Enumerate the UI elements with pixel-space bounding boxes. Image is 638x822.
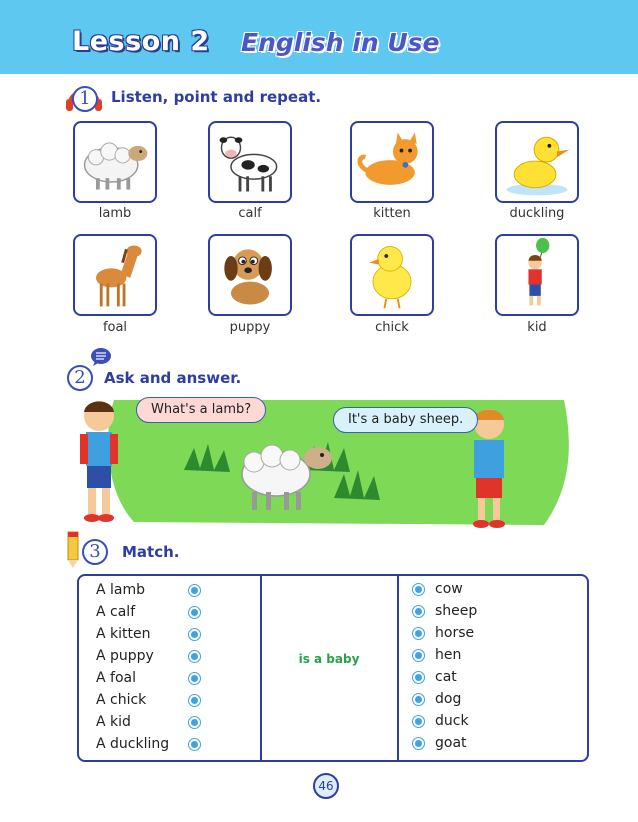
match-right-item: hen <box>435 647 462 663</box>
kitten-picture <box>352 123 432 201</box>
match-middle-text: is a baby <box>298 652 360 666</box>
match-left-dot[interactable] <box>189 717 200 728</box>
answer-bubble: It's a baby sheep. <box>333 407 478 433</box>
match-left-dot[interactable] <box>189 673 200 684</box>
match-left-item: A chick <box>96 692 147 708</box>
match-left-item: A calf <box>96 604 136 620</box>
match-right-item: sheep <box>435 603 478 619</box>
match-right-dot[interactable] <box>413 738 424 749</box>
match-right-dot[interactable] <box>413 584 424 595</box>
card-calf[interactable] <box>208 121 292 203</box>
section-1-title: Listen, point and repeat. <box>111 88 322 106</box>
lesson-number: Lesson 2 <box>72 26 210 57</box>
match-left-item: A puppy <box>96 648 154 664</box>
card-label-chick: chick <box>375 320 409 335</box>
card-foal[interactable] <box>73 234 157 316</box>
kid-picture <box>497 236 577 314</box>
match-left-item: A foal <box>96 670 136 686</box>
section-2-title: Ask and answer. <box>104 369 242 387</box>
card-label-calf: calf <box>238 206 262 221</box>
lesson-title: English in Use <box>241 28 440 57</box>
card-label-kid: kid <box>527 320 547 335</box>
card-label-duckling: duckling <box>509 206 565 221</box>
pencil-icon <box>63 530 83 570</box>
match-left-item: A duckling <box>96 736 170 752</box>
boy-illustration <box>74 392 124 524</box>
card-duckling[interactable] <box>495 121 579 203</box>
match-left-dot[interactable] <box>189 607 200 618</box>
card-kitten[interactable] <box>350 121 434 203</box>
match-right-dot[interactable] <box>413 694 424 705</box>
match-right-item: cow <box>435 581 463 597</box>
lamb-picture <box>75 123 155 201</box>
duckling-picture <box>497 123 577 201</box>
calf-picture <box>210 123 290 201</box>
section-1-number: 1 <box>72 86 98 112</box>
match-right-item: goat <box>435 735 467 751</box>
match-right-item: cat <box>435 669 457 685</box>
match-left-dot[interactable] <box>189 739 200 750</box>
card-puppy[interactable] <box>208 234 292 316</box>
match-right-item: dog <box>435 691 462 707</box>
card-label-lamb: lamb <box>98 206 132 221</box>
card-label-kitten: kitten <box>373 206 411 221</box>
match-left-dot[interactable] <box>189 695 200 706</box>
card-kid[interactable] <box>495 234 579 316</box>
match-left-item: A kitten <box>96 626 151 642</box>
match-right-dot[interactable] <box>413 716 424 727</box>
speech-bubble-icon <box>90 347 112 367</box>
match-right-dot[interactable] <box>413 650 424 661</box>
match-right-dot[interactable] <box>413 672 424 683</box>
match-left-dot[interactable] <box>189 585 200 596</box>
match-left-item: A kid <box>96 714 131 730</box>
section-3-title: Match. <box>122 543 180 561</box>
chick-picture <box>352 236 432 314</box>
card-label-foal: foal <box>102 320 128 335</box>
foal-picture <box>75 236 155 314</box>
match-right-dot[interactable] <box>413 628 424 639</box>
puppy-picture <box>210 236 290 314</box>
match-right-item: horse <box>435 625 475 641</box>
card-label-puppy: puppy <box>229 320 271 335</box>
question-bubble: What's a lamb? <box>136 397 266 423</box>
column-divider-1 <box>260 576 262 760</box>
match-left-item: A lamb <box>96 582 146 598</box>
card-lamb[interactable] <box>73 121 157 203</box>
card-chick[interactable] <box>350 234 434 316</box>
match-left-dot[interactable] <box>189 651 200 662</box>
match-right-dot[interactable] <box>413 606 424 617</box>
match-left-dot[interactable] <box>189 629 200 640</box>
sheep-illustration <box>232 428 342 518</box>
page-number: 46 <box>313 773 339 799</box>
match-right-item: duck <box>435 713 469 729</box>
section-2-number: 2 <box>67 365 93 391</box>
section-3-number: 3 <box>82 539 108 565</box>
column-divider-2 <box>397 576 399 760</box>
